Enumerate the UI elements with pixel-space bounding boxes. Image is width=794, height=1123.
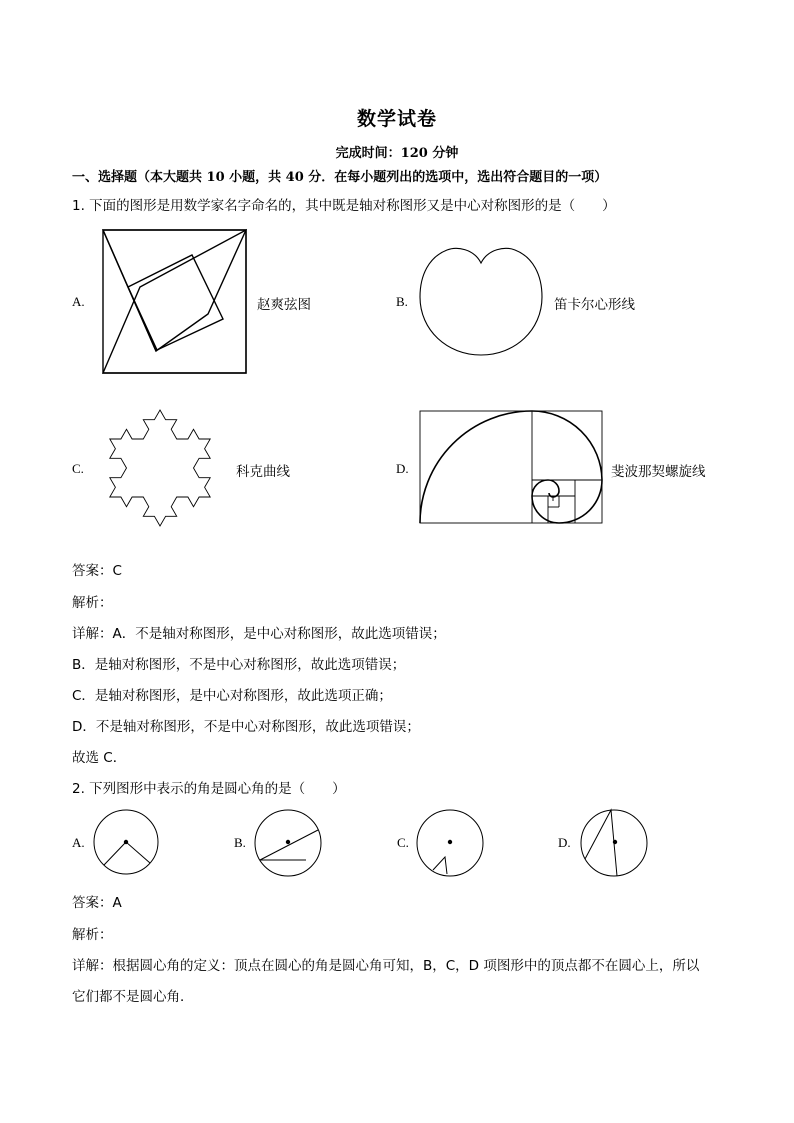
q2-answer: 答案：A xyxy=(72,895,122,911)
circle-option-a xyxy=(93,809,159,875)
q1-option-d-name: 斐波那契螺旋线 xyxy=(611,464,706,480)
q1-detail-b: B．是轴对称图形，不是中心对称图形，故此选项错误； xyxy=(72,657,406,673)
cardioid-curve xyxy=(419,245,543,357)
q1-option-b-letter: B. xyxy=(396,294,408,309)
section-heading: 一、选择题（本大题共 10 小题，共 40 分．在每小题列出的选项中，选出符合题目的一项） xyxy=(72,170,608,185)
q1-option-c-letter: C. xyxy=(72,461,84,476)
koch-outline xyxy=(110,410,210,526)
zhao-shuang-figure xyxy=(102,229,248,375)
q1-option-b-name: 笛卡尔心形线 xyxy=(554,297,635,313)
circle-option-d xyxy=(580,809,648,877)
koch-snowflake xyxy=(94,395,226,541)
q1-conclusion: 故选 C． xyxy=(72,750,127,766)
q2-option-a-letter: A. xyxy=(72,835,85,850)
q2-option-d-letter: D. xyxy=(558,835,571,850)
q1-detail-d: D．不是轴对称图形，不是中心对称图形，故此选项错误； xyxy=(72,719,420,735)
q1-stem: 1. 下面的图形是用数学家名字命名的，其中既是轴对称图形又是中心对称图形的是（ ） xyxy=(72,198,616,214)
fibonacci-spiral xyxy=(419,410,603,524)
q1-detail-a: 详解：A．不是轴对称图形，是中心对称图形，故此选项错误； xyxy=(72,626,446,642)
q1-answer: 答案：C xyxy=(72,563,122,579)
q1-option-a-letter: A. xyxy=(72,294,85,309)
q1-option-c-name: 科克曲线 xyxy=(236,464,290,480)
q2-detail-line-2: 它们都不是圆心角． xyxy=(72,989,194,1005)
q2-option-b-letter: B. xyxy=(234,835,246,850)
q2-option-c-letter: C. xyxy=(397,835,409,850)
q2-analysis-label: 解析： xyxy=(72,927,113,943)
page-title: 数学试卷 xyxy=(356,108,437,130)
exam-time: 完成时间：120 分钟 xyxy=(335,146,459,161)
circle-option-c xyxy=(416,809,484,877)
q2-stem: 2. 下列图形中表示的角是圆心角的是（ ） xyxy=(72,781,346,797)
q1-option-d-letter: D. xyxy=(396,461,409,476)
q1-detail-c: C．是轴对称图形，是中心对称图形，故此选项正确； xyxy=(72,688,392,704)
q1-analysis-label: 解析： xyxy=(72,595,113,611)
q1-option-a-name: 赵爽弦图 xyxy=(257,297,311,313)
q2-detail-line-1: 详解：根据圆心角的定义：顶点在圆心的角是圆心角可知，B，C，D 项图形中的顶点都不在圆心上，所以 xyxy=(72,958,700,974)
circle-option-b xyxy=(254,809,322,877)
